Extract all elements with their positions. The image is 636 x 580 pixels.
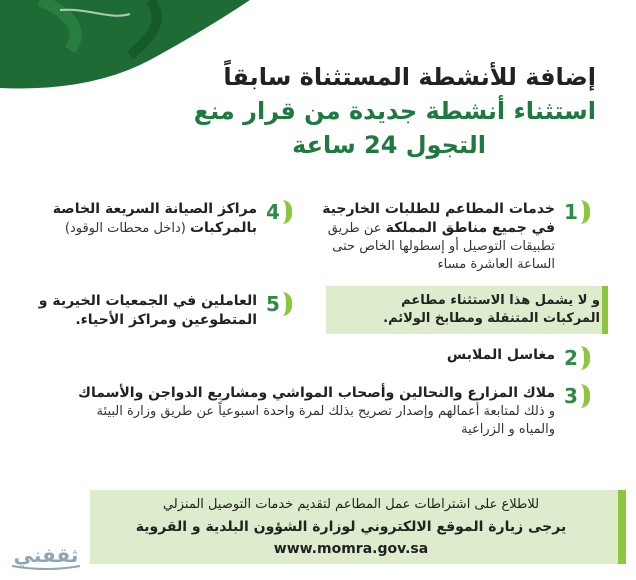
item-1-title: خدمات المطاعم للطلبات الخارجية في جميع مناطق المملكة: [322, 201, 555, 236]
title-line-1: إضافة للأنشطة المستثناة سابقاً: [223, 63, 596, 91]
item-number-2: 2: [561, 346, 590, 370]
item-3-title: ملاك المزارع والنحالين وأصحاب المواشي ومشاريع الدواجن والأسماك: [78, 385, 555, 401]
title-line-2: استثناء أنشطة جديدة من قرار منع: [193, 97, 596, 125]
logo-text: ثقفني: [13, 543, 79, 567]
item-3-body: [70, 384, 555, 439]
thaqafni-logo: [4, 540, 88, 570]
item-3: [70, 384, 590, 439]
item-number-1: 1: [561, 200, 590, 224]
item-3-desc: و ذلك لمتابعة أعمالهم وإصدار تصريح بذلك لمرة واحدة اسبوعياً عن طريق وزارة البيئة والمياه و الزراعية: [96, 404, 555, 437]
item-number-3: 3: [561, 384, 590, 408]
item-1-desc: عن طريق تطبيقات التوصيل أو إسطولها الخاص حتى الساعة العاشرة مساء: [327, 221, 555, 272]
item-5: [24, 292, 292, 330]
website-link[interactable]: www.momra.gov.sa: [273, 541, 429, 557]
item-5-title: العاملين في الجمعيات الخيرية و المتطوعين ومراكز الأحياء.: [38, 293, 257, 328]
item-4-desc: (داخل محطات الوقود): [64, 221, 186, 236]
info-line-2: يرجى زيارة الموقع الالكتروني لوزارة الشؤون البلدية و القروية: [135, 519, 567, 535]
item-number-5: 5: [263, 292, 292, 316]
item-4: [24, 200, 292, 238]
item-number-4: 4: [263, 200, 292, 224]
item-2: [322, 346, 590, 370]
headline: [126, 60, 596, 162]
info-line-1: للاطلاع على اشتراطات عمل المطاعم لتقديم خدمات التوصيل المنزلي: [162, 497, 540, 512]
item-1-note: و لا يشمل هذا الاستثناء مطاعم المركبات المتنقلة ومطابخ الولائم.: [383, 293, 600, 326]
info-text: [96, 494, 606, 560]
item-2-title: مغاسل الملابس: [446, 347, 555, 363]
item-1: [322, 200, 590, 274]
item-1-body: [322, 200, 555, 274]
item-4-body: [24, 200, 257, 238]
item-4-title: مراكز الصيانة السريعة الخاصة بالمركبات: [52, 201, 257, 236]
title-line-3: التجول 24 ساعة: [292, 131, 486, 159]
